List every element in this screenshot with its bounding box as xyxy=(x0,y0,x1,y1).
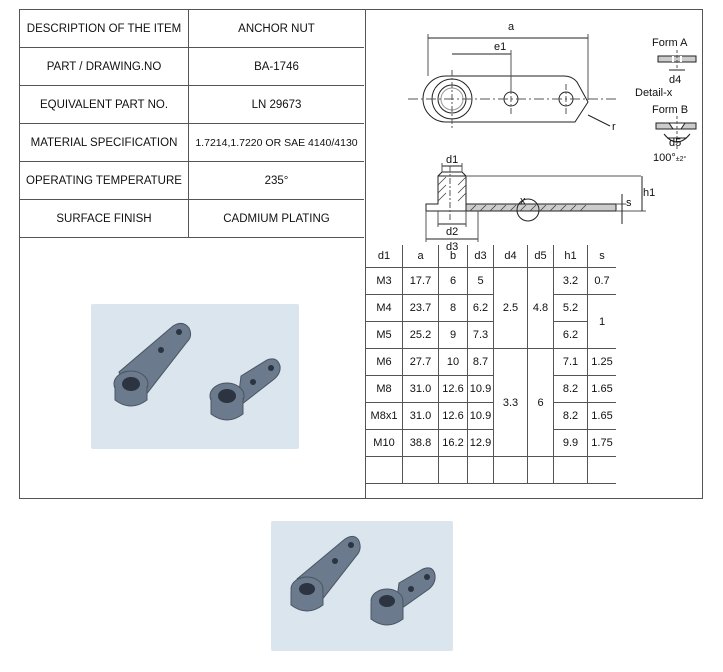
dim-label-d5: d5 xyxy=(669,137,682,149)
spec-row xyxy=(20,48,364,86)
dimensions-header-row xyxy=(366,245,616,268)
spec-value: LN 29673 xyxy=(189,86,365,124)
cell-s: 1.65 xyxy=(588,403,617,430)
dim-label-d4: d4 xyxy=(669,74,682,86)
detail-x-label: Detail-x xyxy=(635,87,673,99)
table-row xyxy=(366,322,616,349)
table-row xyxy=(366,430,616,457)
dim-label-s: s xyxy=(626,197,632,209)
cell-a: 23.7 xyxy=(403,295,439,322)
cell-d4: 3.3 xyxy=(494,349,528,457)
dim-label-a: a xyxy=(508,21,515,33)
dim-label-h1: h1 xyxy=(643,187,656,199)
col-header-b: b xyxy=(439,245,468,268)
col-header-s: s xyxy=(588,245,617,268)
cell-b: 9 xyxy=(439,322,468,349)
cell-a: 25.2 xyxy=(403,322,439,349)
spec-label: PART / DRAWING.NO xyxy=(20,48,189,86)
dim-label-r: r xyxy=(612,121,616,133)
spec-label: EQUIVALENT PART NO. xyxy=(20,86,189,124)
form-b-label: Form B xyxy=(652,104,689,116)
technical-drawing xyxy=(366,10,702,253)
spec-label: DESCRIPTION OF THE ITEM xyxy=(20,10,189,48)
cell-d1: M10 xyxy=(366,430,403,457)
table-spacer-row xyxy=(366,457,616,484)
anchor-nut-photo-illustration xyxy=(91,304,299,449)
dimensions-table xyxy=(366,245,616,484)
spec-value: 1.7214,1.7220 OR SAE 4140/4130 xyxy=(189,124,365,162)
cell-h1: 7.1 xyxy=(554,349,588,376)
form-a-label: Form A xyxy=(652,37,688,49)
cell-d4: 2.5 xyxy=(494,268,528,349)
cell-s: 1 xyxy=(588,295,617,349)
cell-s: 0.7 xyxy=(588,268,617,295)
spec-row xyxy=(20,200,364,238)
cell-d1: M3 xyxy=(366,268,403,295)
cell-d3: 10.9 xyxy=(468,376,494,403)
spec-label: MATERIAL SPECIFICATION xyxy=(20,124,189,162)
spec-row xyxy=(20,10,364,48)
cell-d3: 7.3 xyxy=(468,322,494,349)
product-photo xyxy=(91,304,299,449)
col-header-h1: h1 xyxy=(554,245,588,268)
cell-a: 31.0 xyxy=(403,403,439,430)
cell-b: 8 xyxy=(439,295,468,322)
spec-table xyxy=(20,10,364,238)
col-header-d4: d4 xyxy=(494,245,528,268)
cell-d1: M8 xyxy=(366,376,403,403)
table-row xyxy=(366,349,616,376)
dim-label-d2: d2 xyxy=(446,226,459,238)
table-row xyxy=(366,268,616,295)
cell-h1: 9.9 xyxy=(554,430,588,457)
col-header-d5: d5 xyxy=(528,245,554,268)
spec-value: CADMIUM PLATING xyxy=(189,200,365,238)
col-header-a: a xyxy=(403,245,439,268)
cell-d5: 6 xyxy=(528,349,554,457)
cell-b: 6 xyxy=(439,268,468,295)
cell-d3: 12.9 xyxy=(468,430,494,457)
cell-s: 1.75 xyxy=(588,430,617,457)
spec-value: BA-1746 xyxy=(189,48,365,86)
col-header-d3: d3 xyxy=(468,245,494,268)
dim-label-e1: e1 xyxy=(494,41,507,53)
cell-h1: 3.2 xyxy=(554,268,588,295)
cell-d3: 6.2 xyxy=(468,295,494,322)
spec-value: 235° xyxy=(189,162,365,200)
spec-label: OPERATING TEMPERATURE xyxy=(20,162,189,200)
table-row xyxy=(366,403,616,430)
cell-b: 10 xyxy=(439,349,468,376)
spec-row xyxy=(20,86,364,124)
dim-label-d3: d3 xyxy=(446,241,459,253)
spec-label: SURFACE FINISH xyxy=(20,200,189,238)
cell-s: 1.25 xyxy=(588,349,617,376)
cell-d3: 8.7 xyxy=(468,349,494,376)
cell-d1: M5 xyxy=(366,322,403,349)
cell-h1: 8.2 xyxy=(554,376,588,403)
cell-b: 16.2 xyxy=(439,430,468,457)
cell-d5: 4.8 xyxy=(528,268,554,349)
cell-a: 17.7 xyxy=(403,268,439,295)
cell-b: 12.6 xyxy=(439,403,468,430)
cell-a: 27.7 xyxy=(403,349,439,376)
cell-a: 38.8 xyxy=(403,430,439,457)
cell-a: 31.0 xyxy=(403,376,439,403)
anchor-nut-photo-illustration xyxy=(271,521,453,651)
dim-label-x: x xyxy=(520,195,526,207)
cell-d1: M4 xyxy=(366,295,403,322)
spec-value: ANCHOR NUT xyxy=(189,10,365,48)
col-header-d1: d1 xyxy=(366,245,403,268)
datasheet xyxy=(19,9,703,499)
cell-h1: 8.2 xyxy=(554,403,588,430)
product-photo-large xyxy=(271,521,453,651)
cell-s: 1.65 xyxy=(588,376,617,403)
cell-d3: 5 xyxy=(468,268,494,295)
table-row xyxy=(366,376,616,403)
spec-row xyxy=(20,124,364,162)
cell-h1: 5.2 xyxy=(554,295,588,322)
cell-d3: 10.9 xyxy=(468,403,494,430)
cell-b: 12.6 xyxy=(439,376,468,403)
table-row xyxy=(366,295,616,322)
dim-label-d1: d1 xyxy=(446,154,459,166)
spec-row xyxy=(20,162,364,200)
cell-d1: M8x1 xyxy=(366,403,403,430)
cell-h1: 6.2 xyxy=(554,322,588,349)
cell-d1: M6 xyxy=(366,349,403,376)
angle-label: 100°±2° xyxy=(653,152,687,164)
